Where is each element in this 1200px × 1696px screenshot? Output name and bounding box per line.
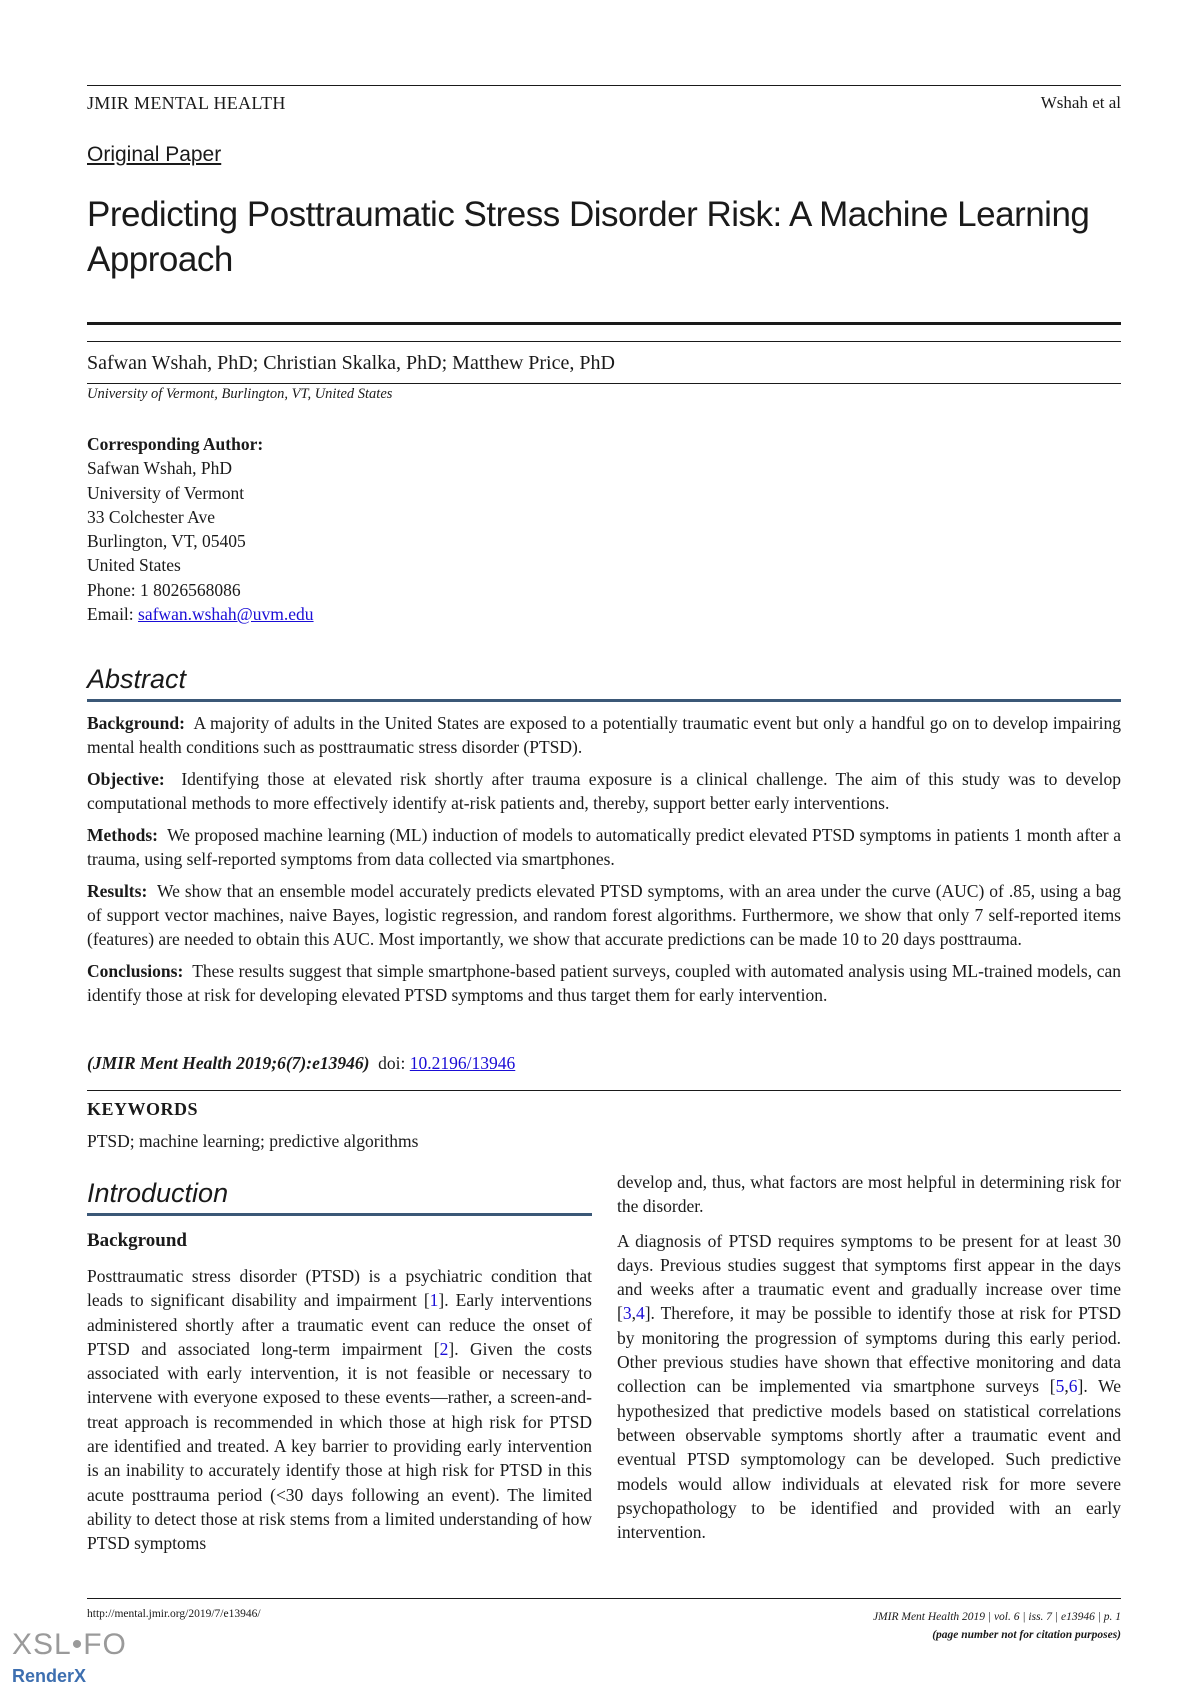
corresponding-email-line [87,602,314,626]
footer-issue: JMIR Ment Health 2019 | vol. 6 | iss. 7 | e13946 | p. 1 [872,1611,1121,1623]
author-rule [87,383,1121,384]
running-authors: Wshah et al [1040,93,1121,112]
journal-name: JMIR MENTAL HEALTH [87,93,286,113]
corresponding-phone: Phone: 1 8026568086 [87,579,241,600]
abstract-rule [87,699,1121,702]
background-subheading: Background [87,1230,187,1251]
reference-link[interactable]: 2 [439,1338,449,1359]
title-rule-thin [87,341,1121,342]
email-label: Email: [87,604,139,625]
affiliation: University of Vermont, Burlington, VT, United States [87,386,393,402]
title-rule-thick [87,322,1121,325]
reference-link[interactable]: 4 [635,1303,645,1324]
citation-line [87,1053,515,1074]
author-list: Safwan Wshah, PhD; Christian Skalka, PhD; Matthew Price, PhD [87,352,615,374]
citation-rule [87,1090,1121,1091]
citation-ref: (JMIR Ment Health 2019;6(7):e13946) [87,1053,370,1073]
email-link[interactable]: safwan.wshah@uvm.edu [138,604,314,625]
abstract-objective [87,767,1121,815]
doi-link[interactable]: 10.2196/13946 [409,1053,516,1073]
abstract-background-label: Background: [87,713,185,733]
intro-paragraph-1: Posttraumatic stress disorder (PTSD) is a psychiatric condition that leads to significant disability and impairment [1]. Early interventions administered shortly after a traumatic event can reduce the onset of PTSD and associated long-term impairment [2]. Given the costs associated with early intervention, it is not feasible or necessary to intervene with everyone exposed to these events—rather, a screen-and-treat approach is recommended in which those at high risk for PTSD are identified and treated. A key barrier to providing early intervention is an inability to accurately identify those at high risk for PTSD in this acute posttrauma period (<30 days following an event). The limited ability to detect those at risk stems from a limited understanding of how PTSD symptoms [87,1266,593,1554]
reference-link[interactable]: 6 [1068,1376,1078,1397]
paper-title: Predicting Posttraumatic Stress Disorder Risk: A Machine Learning Approach [87,195,1090,279]
intro-paragraph-continued: develop and, thus, what factors are most helpful in determining risk for the disorder. [617,1172,1121,1217]
reference-link[interactable]: 1 [429,1290,439,1311]
abstract-background-text: A majority of adults in the United States are exposed to a potentially traumatic event but only a handful go on to develop impairing mental health conditions such as posttraumatic stress disorder (PTSD). [87,713,1121,757]
footer-journal-info [873,1608,1121,1644]
abstract-results-label: Results: [87,881,148,901]
abstract-methods-label: Methods: [87,825,158,845]
abstract-heading: Abstract [87,664,187,694]
corresponding-city: Burlington, VT, 05405 [87,531,246,552]
abstract-methods-text: We proposed machine learning (ML) induction of models to automatically predict elevated PTSD symptoms in patients 1 month after a trauma, using self-reported symptoms from data collected via smartphones. [87,825,1122,869]
intro-left-column [87,1264,592,1566]
abstract-results-text: We show that an ensemble model accurately predicts elevated PTSD symptoms, with an area under the curve (AUC) of .85, using a bag of support vector machines, naive Bayes, logistic regression, and random forest algorithms. Furthermore, we show that only 7 self-reported items (features) are needed to obtain this AUC. Most importantly, we show that accurate predictions can be made 10 to 20 days posttrauma. [87,881,1122,949]
introduction-heading: Introduction [87,1178,229,1208]
corresponding-author-heading: Corresponding Author: [87,434,264,454]
top-rule [87,85,1121,86]
abstract-objective-label: Objective: [87,769,165,789]
footer-note: (page number not for citation purposes) [932,1629,1121,1641]
intro-right-column [617,1170,1121,1554]
abstract-objective-text: Identifying those at elevated risk shortly after trauma exposure is a clinical challenge. The aim of this study was to develop computational methods to more effectively identify at-risk patients and, thereby, support better early interventions. [87,769,1122,813]
abstract-conclusions-text: These results suggest that simple smartphone-based patient surveys, coupled with automated analysis using ML-trained models, can identify those at risk for developing elevated PTSD symptoms and thus target them for early intervention. [87,961,1121,1005]
doi-label: doi: [378,1053,406,1073]
article-type: Original Paper [87,143,222,166]
keywords-heading: KEYWORDS [87,1099,199,1119]
reference-link[interactable]: 3 [622,1303,632,1324]
abstract-background [87,711,1121,759]
xslfo-logo: XSL•FO [12,1628,127,1661]
abstract-conclusions-label: Conclusions: [87,961,184,981]
corresponding-author-block [87,432,314,626]
abstract-methods [87,823,1121,871]
intro-paragraph-2: A diagnosis of PTSD requires symptoms to be present for at least 30 days. Previous studies suggest that symptoms first appear in the days and weeks after a traumatic event and gradually increase over time [3,4]. Therefore, it may be possible to identify those at risk for PTSD by monitoring the progression of symptoms during this early period. Other previous studies have shown that effective monitoring and data collection can be implemented via smartphone surveys [5,6]. We hypothesized that predictive models based on statistical correlations between observable symptoms shortly after a traumatic event and eventual PTSD symptomology can be developed. Such predictive models would allow individuals at elevated risk for more severe psychopathology to be identified and provided with an early intervention. [617,1230,1122,1543]
footer-rule [87,1598,1121,1599]
corresponding-country: United States [87,555,181,576]
abstract-body [87,711,1121,1015]
corresponding-street: 33 Colchester Ave [87,506,215,527]
abstract-results [87,879,1121,951]
corresponding-institution: University of Vermont [87,482,245,503]
introduction-rule [87,1213,592,1216]
renderx-logo: RenderX [12,1666,87,1686]
keywords-text: PTSD; machine learning; predictive algorithms [87,1131,419,1151]
abstract-conclusions [87,959,1121,1007]
footer-url: http://mental.jmir.org/2019/7/e13946/ [87,1608,261,1620]
corresponding-name: Safwan Wshah, PhD [87,458,233,479]
reference-link[interactable]: 5 [1055,1376,1065,1397]
